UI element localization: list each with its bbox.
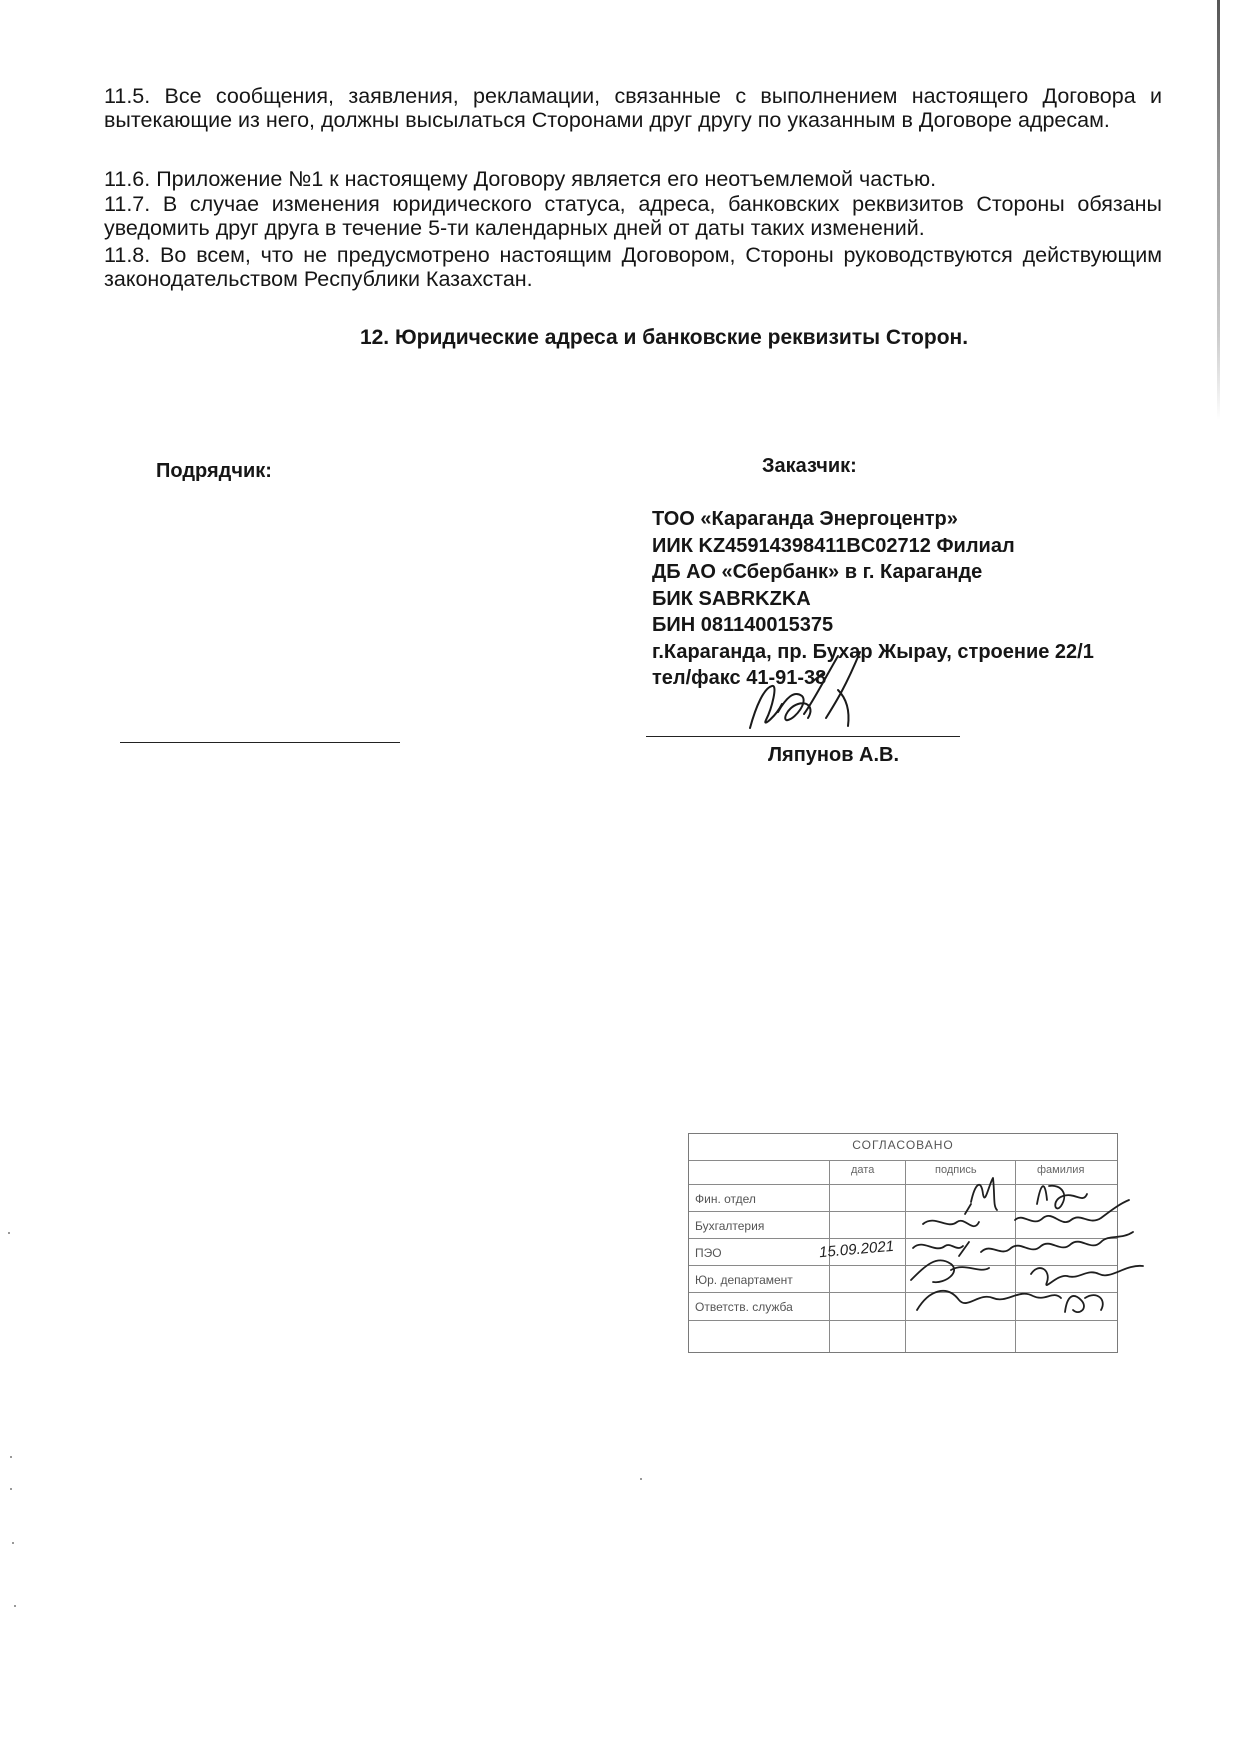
stamp-row-accounting: Бухгалтерия bbox=[695, 1219, 765, 1233]
customer-address: г.Караганда, пр. Бухар Жырау, строение 22/1 bbox=[652, 640, 1094, 663]
customer-phone-fax: тел/факс 41-91-38 bbox=[652, 667, 827, 689]
customer-bik: БИК SABRKZKA bbox=[652, 587, 811, 610]
stamp-row-peo: ПЭО bbox=[695, 1246, 722, 1260]
approval-stamp bbox=[688, 1133, 1118, 1353]
clause-11-5: 11.5. Все сообщения, заявления, рекламации, связанные с выполнением настоящего Договора и вытекающие из него, должны высылаться Сторонами друг другу по указанным в Договоре адресам. bbox=[104, 84, 1162, 132]
stamp-col-date: дата bbox=[851, 1164, 875, 1176]
stamp-peo-date: 15.09.2021 bbox=[818, 1237, 895, 1262]
stamp-handwritten-signatures bbox=[689, 1134, 1159, 1354]
contractor-label: Подрядчик: bbox=[156, 460, 272, 482]
customer-bin: БИН 081140015375 bbox=[652, 614, 834, 636]
customer-signer-name: Ляпунов А.В. bbox=[768, 744, 900, 766]
scan-edge-shadow bbox=[1217, 0, 1220, 420]
section-12-heading: 12. Юридические адреса и банковские реквизиты Сторон. bbox=[359, 326, 969, 349]
customer-company-name: ТОО «Караганда Энергоцентр» bbox=[652, 508, 958, 530]
contractor-signature-line bbox=[120, 742, 400, 743]
stamp-row-responsible: Ответств. служба bbox=[695, 1300, 793, 1314]
customer-bank: ДБ АО «Сбербанк» в г. Караганде bbox=[652, 561, 983, 583]
customer-requisites bbox=[652, 506, 1212, 692]
customer-signature-line bbox=[646, 736, 960, 737]
clause-11-7: 11.7. В случае изменения юридического статуса, адреса, банковских реквизитов Стороны обязаны уведомить друг друга в течение 5-ти календарных дней от даты таких изменений. bbox=[104, 192, 1162, 240]
customer-label: Заказчик: bbox=[762, 455, 857, 477]
clause-11-8: 11.8. Во всем, что не предусмотрено настоящим Договором, Стороны руководствуются действующим законодательством Республики Казахстан. bbox=[104, 243, 1162, 291]
stamp-col-surname: фамилия bbox=[1037, 1164, 1085, 1176]
customer-signature bbox=[742, 646, 892, 736]
stamp-row-legal: Юр. департамент bbox=[695, 1273, 793, 1287]
stamp-title: СОГЛАСОВАНО bbox=[852, 1138, 954, 1152]
stamp-row-finance: Фин. отдел bbox=[695, 1192, 756, 1206]
stamp-col-signature: подпись bbox=[935, 1164, 977, 1176]
customer-iik: ИИК KZ45914398411BC02712 Филиал bbox=[652, 534, 1015, 557]
clause-11-6: 11.6. Приложение №1 к настоящему Договору является его неотъемлемой частью. bbox=[104, 167, 937, 191]
